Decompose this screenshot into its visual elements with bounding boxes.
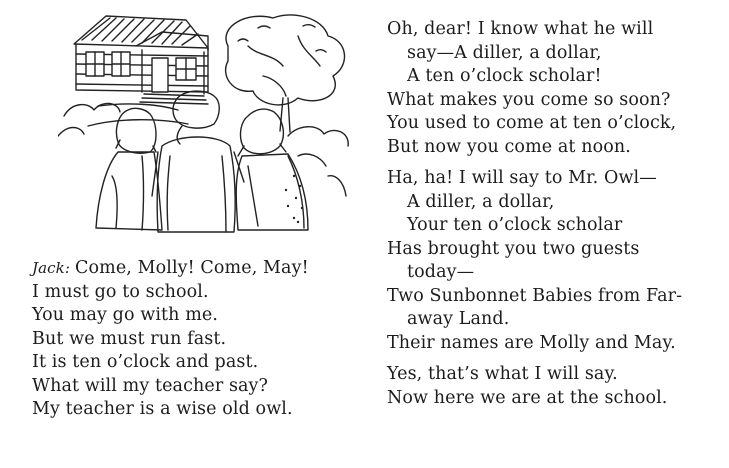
text-line: But now you come at noon. (387, 136, 631, 157)
text-line: Their names are Molly and May. (387, 332, 676, 353)
text-line: Your ten o’clock scholar (407, 215, 623, 235)
boy-icon (152, 91, 244, 232)
sunbonnet-girl-left-icon (96, 108, 162, 230)
text-line: Oh, dear! I know what he will (387, 19, 654, 39)
stanza-1 (387, 18, 722, 159)
text-line: Yes, that’s what I will say. (387, 364, 618, 384)
text-line: I must go to school. (32, 281, 209, 302)
stanza-2 (387, 167, 722, 355)
sunbonnet-girl-right-icon (236, 109, 308, 230)
text-line: A ten o’clock scholar! (407, 66, 602, 86)
text-line: Has brought you two guests (387, 238, 640, 259)
text-line: What will my teacher say? (32, 375, 269, 396)
text-line: today— (407, 262, 475, 282)
text-line: My teacher is a wise old owl. (32, 399, 293, 419)
text-line: Ha, ha! I will say to Mr. Owl— (387, 168, 657, 188)
text-line: What makes you come so soon? (387, 89, 671, 110)
text-line: say—A diller, a dollar, (407, 42, 602, 63)
schoolhouse-illustration (58, 6, 352, 234)
text-line: You may go with me. (32, 305, 219, 325)
text-line: You used to come at ten o’clock, (387, 113, 677, 133)
left-text-column (32, 257, 362, 422)
bushes-icon (58, 103, 348, 196)
text-line: But we must run fast. (32, 328, 227, 349)
text-line: Jack: Come, Molly! Come, May! (32, 258, 309, 278)
text-line: A diller, a dollar, (407, 191, 555, 212)
schoolhouse-icon (74, 16, 208, 104)
text-line: away Land. (407, 309, 510, 329)
speaker-label: Jack: (32, 259, 70, 277)
text-line: It is ten o’clock and past. (32, 352, 259, 372)
tree-icon (226, 15, 345, 132)
text-line: Now here we are at the school. (387, 387, 668, 408)
right-text-column (387, 18, 722, 410)
stanza-3 (387, 363, 722, 410)
text-line: Two Sunbonnet Babies from Far- (387, 285, 683, 306)
